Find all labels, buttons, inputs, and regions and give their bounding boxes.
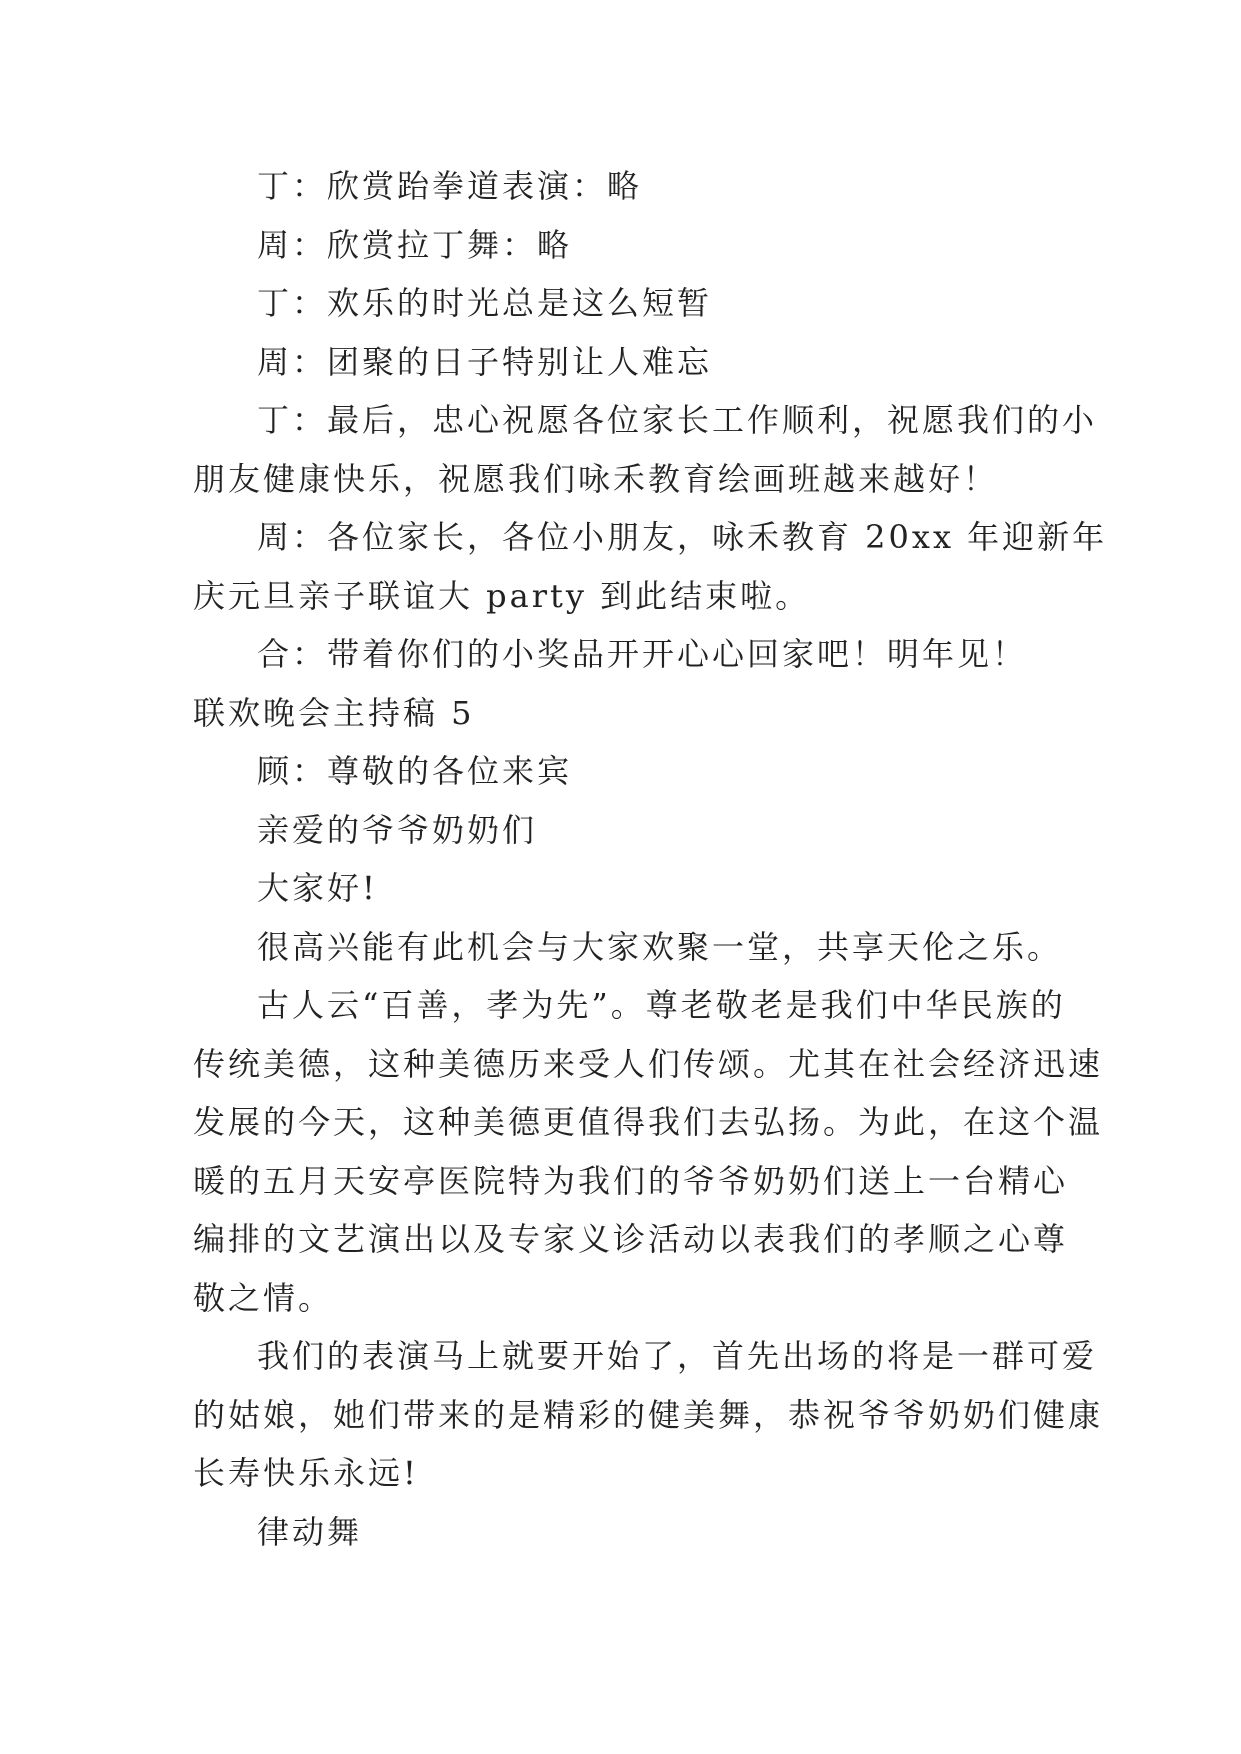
text-line: 敬之情。 [193, 1278, 334, 1317]
text-line: 庆元旦亲子联谊大 party 到此结束啦。 [193, 576, 811, 615]
text-line: 古人云“百善，孝为先”。尊老敬老是我们中华民族的 [257, 986, 1066, 1024]
text-line: 亲爱的爷爷奶奶们 [257, 810, 538, 849]
text-line: 合：带着你们的小奖品开开心心回家吧！明年见！ [257, 635, 1028, 673]
section-heading: 联欢晚会主持稿 5 [193, 693, 475, 732]
text-line: 编排的文艺演出以及专家义诊活动以表我们的孝顺之心尊 [193, 1220, 1069, 1258]
text-line: 律动舞 [257, 1512, 363, 1551]
text-line: 顾：尊敬的各位来宾 [257, 752, 573, 790]
text-line: 我们的表演马上就要开始了，首先出场的将是一群可爱 [257, 1337, 1098, 1375]
text-line: 发展的今天，这种美德更值得我们去弘扬。为此，在这个温 [193, 1103, 1104, 1141]
text-line: 大家好! [257, 869, 378, 907]
text-line: 的姑娘，她们带来的是精彩的健美舞，恭祝爷爷奶奶们健康 [193, 1395, 1104, 1434]
text-line: 丁：欣赏跆拳道表演：略 [257, 167, 643, 205]
text-line: 很高兴能有此机会与大家欢聚一堂，共享天伦之乐。 [257, 927, 1063, 966]
text-line: 朋友健康快乐，祝愿我们咏禾教育绘画班越来越好！ [193, 459, 999, 498]
document-body [193, 157, 1108, 1561]
text-line: 丁：最后，忠心祝愿各位家长工作顺利，祝愿我们的小 [257, 401, 1098, 439]
text-line: 传统美德，这种美德历来受人们传颂。尤其在社会经济迅速 [193, 1044, 1104, 1083]
text-line: 周：团聚的日子特别让人难忘 [257, 342, 713, 381]
text-line: 周：欣赏拉丁舞：略 [257, 225, 573, 264]
text-line: 周：各位家长，各位小朋友，咏禾教育 20xx 年迎新年 [257, 518, 1108, 556]
text-line: 暖的五月天安亭医院特为我们的爷爷奶奶们送上一台精心 [193, 1161, 1069, 1200]
text-line: 丁：欢乐的时光总是这么短暂 [257, 284, 713, 322]
text-line: 长寿快乐永远! [193, 1454, 419, 1492]
